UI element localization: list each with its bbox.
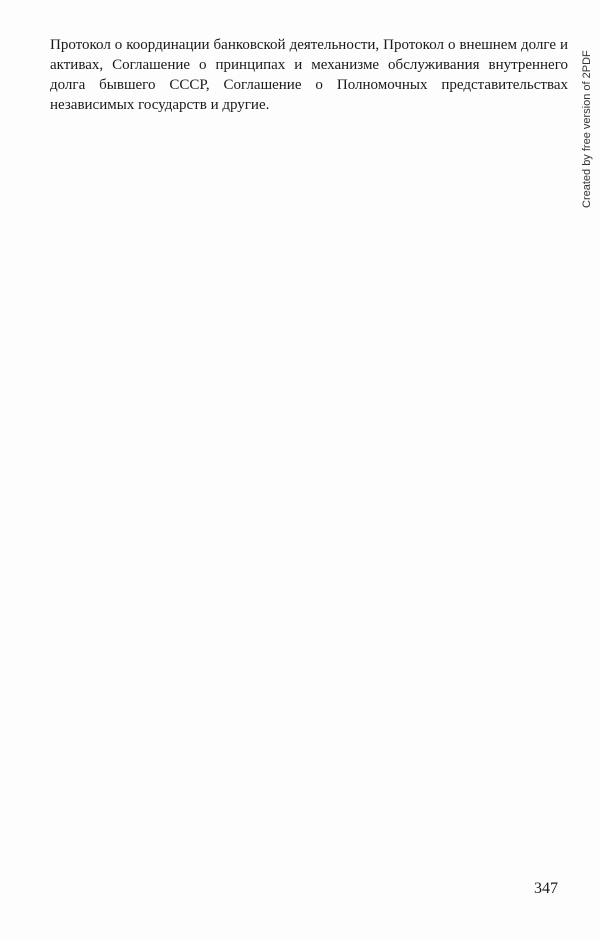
watermark: Created by free version of 2PDF [581, 50, 593, 208]
paragraph: Протокол о координации банковской деятельности, Протокол о внешнем долге и активах, Соглашение о принципах и механизме обслуживания внутреннего долга бывшего СССР, Соглашение о Полномочных представительствах независимых государств и другие. [50, 37, 568, 113]
page-number: 347 [534, 880, 558, 897]
page-body [50, 35, 568, 115]
